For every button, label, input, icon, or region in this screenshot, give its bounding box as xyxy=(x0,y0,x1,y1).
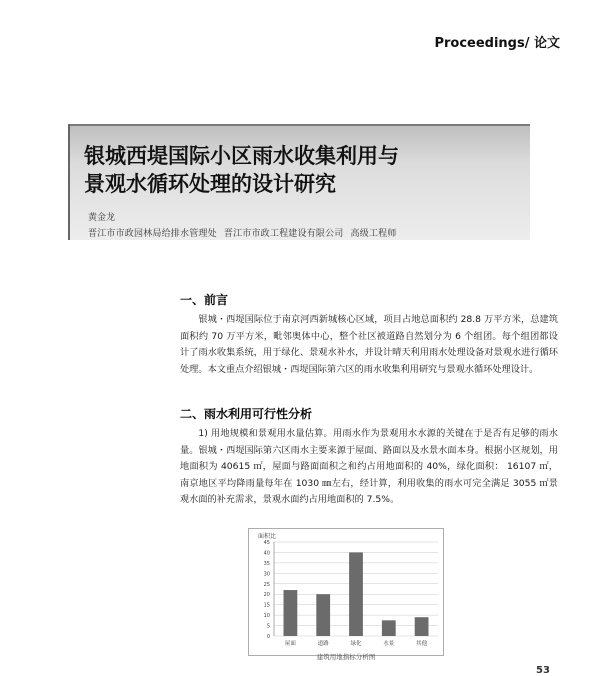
chart-xtick-label: 道路 xyxy=(317,641,329,647)
section-body: 银城・西堤国际位于南京河西新城核心区域，项目占地总面积约 28.8 万平方米，总建筑面积约 70 万平方米，毗邻奥体中心，整个社区被道路自然划分为 6 个组团。每个组团都设计了雨水收集系统，用于绿化、景观水补水，并设计晴天利用雨水处理设备对景观水进行循环处理。本文重点介绍银城・西堤国际第六区的雨水收集利用研究与景观水循环处理设计。 xyxy=(180,314,558,375)
chart-ytick-label: 10 xyxy=(263,613,270,620)
article-title-line-1: 银城西堤国际小区雨水收集利用与 xyxy=(84,144,399,168)
section-body: 1) 用地规模和景观用水量估算。用雨水作为景观用水水源的关键在于是否有足够的雨水量。银城・西堤国际第六区雨水主要来源于屋面、路面以及水景水面本身。根据小区规划，用地面积为 40615 ㎡，屋面与路面面积之和约占用地面积的 40%，绿化面积： 16107 ㎡，南京地区平均降雨量每年在 1030 ㎜左右，经计算，利用收集的雨水可完全满足 3055 ㎡景观水面的补充需求，景观水面约占用地面积的 7.5%。 xyxy=(180,428,558,505)
article-title-line-2: 景观水循环处理的设计研究 xyxy=(84,172,336,196)
chart-xtick-label: 屋面 xyxy=(284,641,296,647)
author-affiliation xyxy=(88,226,401,239)
chart-bar xyxy=(284,590,298,636)
chart-ytick-label: 15 xyxy=(263,602,270,609)
article-title xyxy=(84,142,504,198)
page-number: 53 xyxy=(536,665,550,676)
title-banner-edge xyxy=(68,124,70,240)
land-use-chart xyxy=(248,528,444,656)
section-heading: 二、雨水利用可行性分析 xyxy=(180,407,313,421)
chart-ytick-label: 30 xyxy=(263,571,270,578)
chart-ylabel: 面积比 xyxy=(258,533,277,540)
chart-caption: 建筑用地指标分析图 xyxy=(316,653,376,661)
chart-svg xyxy=(248,528,444,656)
journal-section-label: Proceedings/ 论文 xyxy=(434,36,560,51)
chart-ytick-label: 45 xyxy=(263,540,270,546)
affiliation-3: 高级工程师 xyxy=(350,229,397,239)
chart-xtick-label: 绿化 xyxy=(350,641,362,647)
affiliation-2: 晋江市市政工程建设有限公司 xyxy=(223,229,344,239)
chart-ytick-label: 25 xyxy=(263,581,270,588)
chart-bar xyxy=(349,552,363,636)
chart-ytick-label: 20 xyxy=(263,592,270,599)
chart-xtick-label: 其他 xyxy=(416,641,428,647)
chart-bar xyxy=(415,617,429,636)
chart-bar xyxy=(316,594,330,636)
title-banner-rule xyxy=(68,124,530,126)
author-name: 黄金龙 xyxy=(88,213,116,223)
chart-ytick-label: 5 xyxy=(266,623,270,630)
section-heading: 一、前言 xyxy=(180,293,229,307)
chart-bar xyxy=(382,620,396,636)
chart-frame xyxy=(249,529,444,656)
affiliation-1: 晋江市市政园林局给排水管理处 xyxy=(88,229,217,239)
chart-ytick-label: 35 xyxy=(263,560,270,567)
chart-ytick-label: 40 xyxy=(263,550,270,557)
chart-xtick-label: 水景 xyxy=(383,641,395,647)
section-introduction xyxy=(180,291,558,378)
section-feasibility xyxy=(180,405,558,509)
chart-ytick-label: 0 xyxy=(266,634,270,640)
